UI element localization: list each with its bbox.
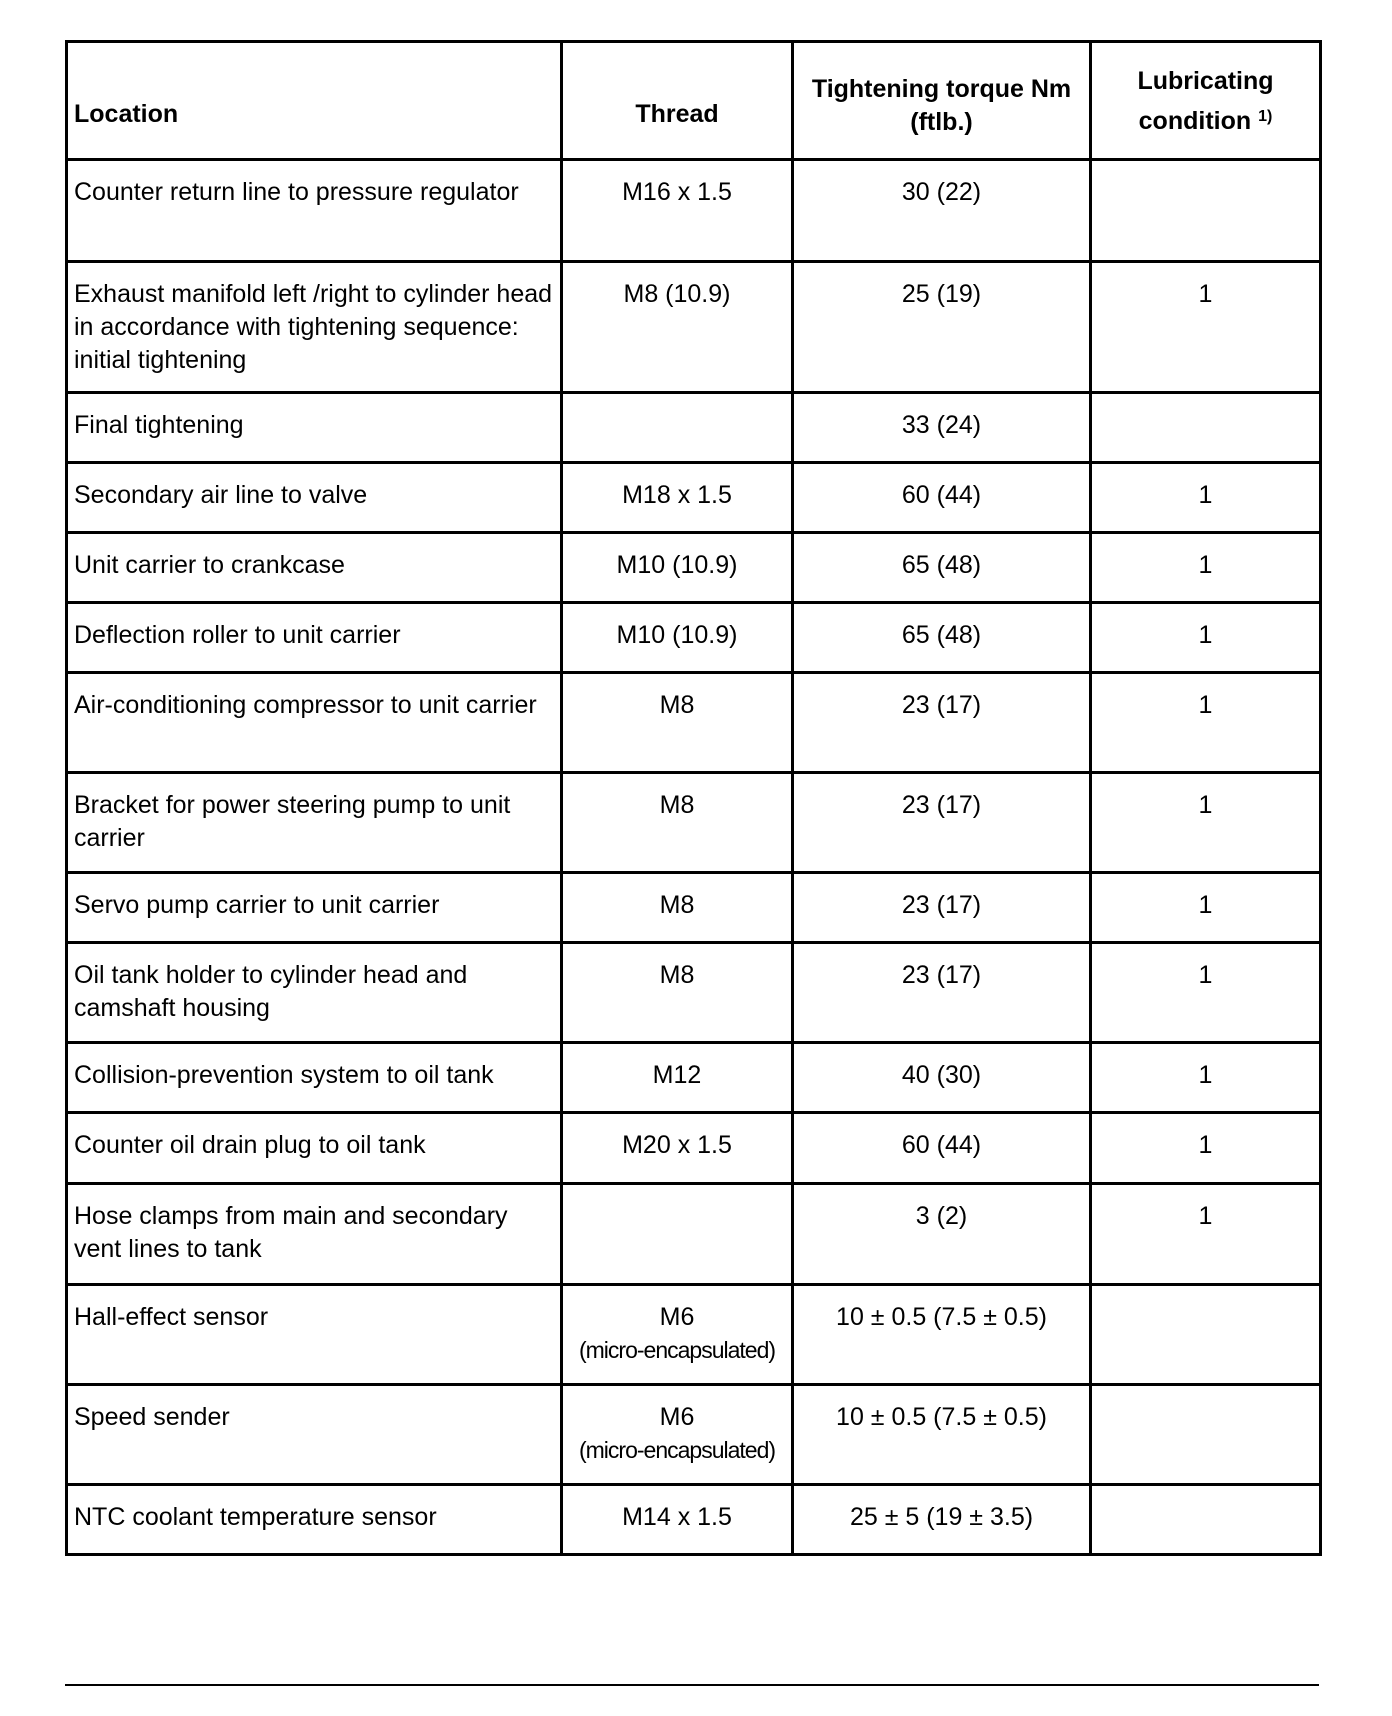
cell-lubricating-condition: 1 (1091, 262, 1321, 393)
cell-torque: 23 (17) (793, 773, 1091, 873)
header-torque (793, 42, 1091, 160)
cell-thread-value: M10 (10.9) (616, 551, 738, 579)
table-row (67, 1285, 1321, 1385)
cell-torque: 23 (17) (793, 943, 1091, 1043)
table-header-row (67, 42, 1321, 160)
cell-torque: 65 (48) (793, 603, 1091, 673)
cell-location: Counter oil drain plug to oil tank (67, 1113, 562, 1184)
cell-thread (562, 262, 793, 393)
table-row (67, 262, 1321, 393)
header-thread: Thread (562, 42, 793, 160)
cell-location: Air-conditioning compressor to unit carrier (67, 673, 562, 773)
cell-thread (562, 1184, 793, 1285)
table-row (67, 463, 1321, 533)
cell-torque: 40 (30) (793, 1043, 1091, 1113)
cell-torque: 60 (44) (793, 1113, 1091, 1184)
cell-lubricating-condition: 1 (1091, 943, 1321, 1043)
cell-lubricating-condition: 1 (1091, 873, 1321, 943)
cell-torque: 25 ± 5 (19 ± 3.5) (793, 1485, 1091, 1555)
torque-specification-table (65, 40, 1322, 1556)
cell-thread-value: M18 x 1.5 (622, 481, 732, 509)
cell-location: Secondary air line to valve (67, 463, 562, 533)
cell-thread (562, 1285, 793, 1385)
cell-location: Unit carrier to crankcase (67, 533, 562, 603)
header-torque-line2: (ftlb.) (910, 107, 973, 136)
torque-table-container (65, 40, 1319, 1556)
cell-lubricating-condition (1091, 1485, 1321, 1555)
cell-thread (562, 160, 793, 262)
cell-lubricating-condition: 1 (1091, 773, 1321, 873)
table-row (67, 1043, 1321, 1113)
header-lube-footnote: 1) (1258, 107, 1273, 125)
cell-thread-value: M8 (10.9) (623, 280, 731, 308)
cell-thread (562, 873, 793, 943)
cell-lubricating-condition (1091, 1285, 1321, 1385)
cell-torque: 23 (17) (793, 673, 1091, 773)
cell-lubricating-condition: 1 (1091, 673, 1321, 773)
cell-thread (562, 1113, 793, 1184)
cell-lubricating-condition (1091, 1385, 1321, 1485)
cell-thread (562, 603, 793, 673)
cell-thread-value: M10 (10.9) (616, 621, 738, 649)
cell-lubricating-condition (1091, 160, 1321, 262)
cell-thread (562, 393, 793, 463)
cell-lubricating-condition: 1 (1091, 1043, 1321, 1113)
cell-thread (562, 773, 793, 873)
cell-torque: 10 ± 0.5 (7.5 ± 0.5) (793, 1385, 1091, 1485)
cell-thread-note: (micro-encapsulated) (578, 1437, 776, 1463)
header-lube-line2: condition (1138, 106, 1252, 135)
cell-lubricating-condition: 1 (1091, 603, 1321, 673)
cell-thread-value: M16 x 1.5 (622, 178, 732, 206)
cell-thread (562, 533, 793, 603)
cell-location: Counter return line to pressure regulator (67, 160, 562, 262)
cell-thread-value: M12 (652, 1061, 702, 1089)
cell-lubricating-condition: 1 (1091, 463, 1321, 533)
table-row (67, 603, 1321, 673)
cell-thread (562, 1485, 793, 1555)
table-row (67, 1485, 1321, 1555)
table-row (67, 160, 1321, 262)
cell-thread-value: M8 (659, 791, 695, 819)
cell-location: Servo pump carrier to unit carrier (67, 873, 562, 943)
cell-location: Hose clamps from main and secondary vent lines to tank (67, 1184, 562, 1285)
cell-location: Deflection roller to unit carrier (67, 603, 562, 673)
cell-thread (562, 1043, 793, 1113)
cell-torque: 65 (48) (793, 533, 1091, 603)
table-row (67, 1113, 1321, 1184)
table-row (67, 673, 1321, 773)
cell-thread-value: M14 x 1.5 (622, 1503, 732, 1531)
cell-thread (562, 463, 793, 533)
cell-torque: 23 (17) (793, 873, 1091, 943)
cell-thread-value: M6 (659, 1303, 695, 1331)
cell-thread-note: (micro-encapsulated) (578, 1337, 776, 1363)
cell-location: Bracket for power steering pump to unit carrier (67, 773, 562, 873)
table-row (67, 873, 1321, 943)
cell-location: Hall-effect sensor (67, 1285, 562, 1385)
cell-thread-value: M8 (659, 961, 695, 989)
table-row (67, 943, 1321, 1043)
cell-thread-value: M8 (659, 891, 695, 919)
cell-torque: 30 (22) (793, 160, 1091, 262)
table-row (67, 1184, 1321, 1285)
cell-torque: 3 (2) (793, 1184, 1091, 1285)
cell-lubricating-condition (1091, 393, 1321, 463)
table-row (67, 773, 1321, 873)
cell-torque: 25 (19) (793, 262, 1091, 393)
cell-thread (562, 943, 793, 1043)
table-row (67, 393, 1321, 463)
cell-location: Final tightening (67, 393, 562, 463)
cell-torque: 60 (44) (793, 463, 1091, 533)
cell-location: Speed sender (67, 1385, 562, 1485)
table-body (67, 160, 1321, 1555)
cell-location: Collision-prevention system to oil tank (67, 1043, 562, 1113)
header-location: Location (67, 42, 562, 160)
cell-thread-value: M8 (659, 691, 695, 719)
cell-thread-value: M6 (659, 1403, 695, 1431)
cell-location: Oil tank holder to cylinder head and camshaft housing (67, 943, 562, 1043)
table-row (67, 533, 1321, 603)
cell-location: NTC coolant temperature sensor (67, 1485, 562, 1555)
table-row (67, 1385, 1321, 1485)
cell-lubricating-condition: 1 (1091, 1184, 1321, 1285)
header-torque-line1: Tightening torque Nm (811, 74, 1072, 103)
cell-thread (562, 1385, 793, 1485)
header-lube-line1: Lubricating (1137, 66, 1274, 95)
cell-thread-value: M20 x 1.5 (622, 1131, 732, 1159)
cell-lubricating-condition: 1 (1091, 1113, 1321, 1184)
cell-torque: 33 (24) (793, 393, 1091, 463)
cell-lubricating-condition: 1 (1091, 533, 1321, 603)
cell-location: Exhaust manifold left /right to cylinder head in accordance with tightening sequence: initial tightening (67, 262, 562, 393)
bottom-rule (65, 1684, 1319, 1686)
cell-thread (562, 673, 793, 773)
cell-torque: 10 ± 0.5 (7.5 ± 0.5) (793, 1285, 1091, 1385)
header-lubricating-condition (1091, 42, 1321, 160)
